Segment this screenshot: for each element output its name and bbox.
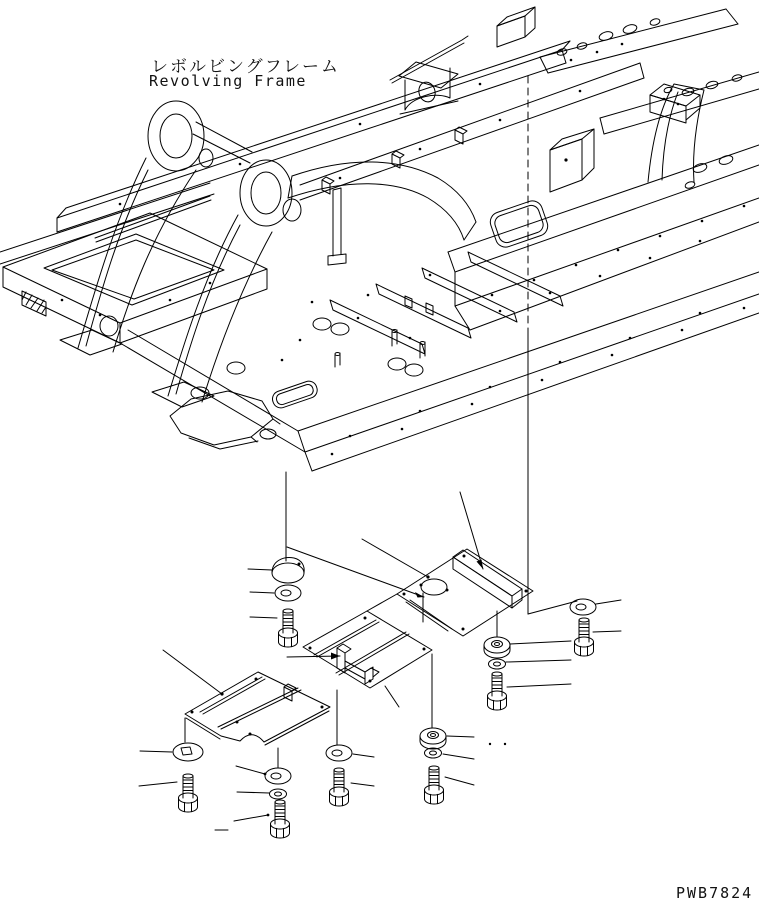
plug-cap [272, 558, 304, 583]
cover-plate-center [303, 611, 432, 688]
frame-left-deck [3, 213, 267, 343]
frame-label-japanese: レボルビングフレーム [151, 57, 340, 77]
frame-floor [120, 198, 759, 471]
washer-square-hole [173, 743, 203, 761]
drawing-number: PWB7824 [676, 884, 754, 902]
leader-lines [139, 492, 621, 830]
washer [275, 585, 301, 601]
frame-label-english: Revolving Frame [149, 72, 307, 90]
boom-mount-brackets [60, 101, 476, 407]
center-line [528, 76, 577, 614]
hex-bolt [279, 609, 298, 647]
cover-plate-ribbed [397, 549, 533, 636]
